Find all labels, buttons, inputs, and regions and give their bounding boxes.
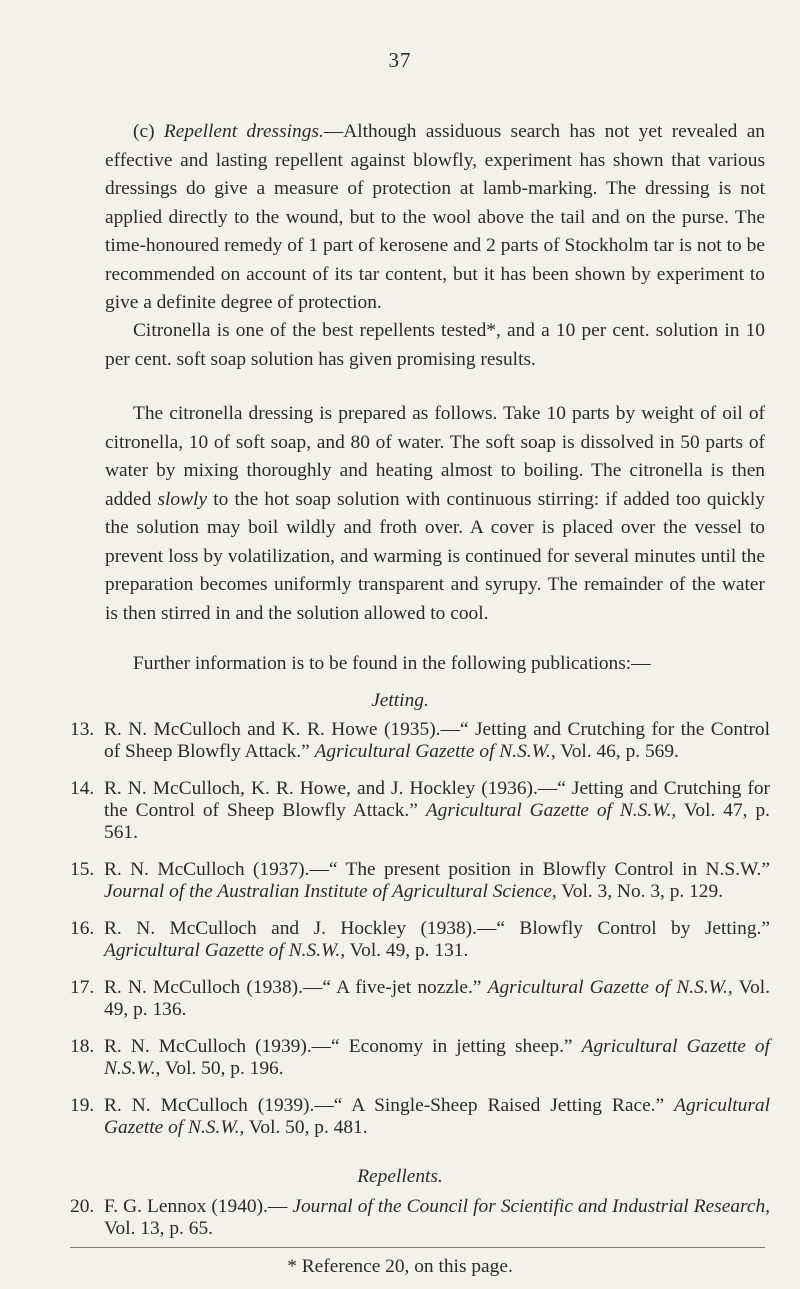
- reference-volume: Vol. 47, p. 561.: [104, 800, 770, 843]
- reference-body: [104, 719, 770, 763]
- paragraph-repellent-dressings: [105, 118, 765, 318]
- reference-body: [104, 859, 770, 903]
- emphasis-slowly: slowly: [157, 488, 208, 510]
- footnote: * Reference 20, on this page.: [287, 1256, 513, 1277]
- paragraph-further-information: [105, 650, 765, 679]
- page-number: 37: [388, 48, 412, 72]
- paragraph-preparation: [105, 400, 765, 628]
- reference-body: [104, 1095, 770, 1139]
- reference-number: 14.: [70, 778, 95, 799]
- reference-number: 20.: [70, 1196, 95, 1217]
- reference-number: 13.: [70, 719, 95, 740]
- reference-journal: Agricultural Gazette of N.S.W.,: [104, 1036, 770, 1079]
- reference-volume: Vol. 50, p. 481.: [248, 1117, 368, 1138]
- reference-text: R. N. McCulloch (1939).—“ Economy in jetting sheep.”: [104, 1036, 573, 1057]
- paragraph-text-a: The citronella dressing is prepared as follows. Take 10 parts by weight of oil of citronella, 10 of soft soap, and 80 of water. The soft soap is dissolved in 50 parts of water by mixing thoroughly and heating almost to boiling. The citronella is then added: [105, 403, 765, 510]
- section-heading-jetting: Jetting.: [371, 690, 429, 711]
- reference-number: 15.: [70, 859, 95, 880]
- reference-text: R. N. McCulloch and K. R. Howe (1935).—“ Jetting and Crutching for the Control of Sheep Blowfly Attack.”: [104, 719, 770, 762]
- reference-item: [70, 977, 770, 1021]
- reference-item: [70, 719, 770, 763]
- paragraph-heading: Repellent dressings.: [163, 121, 324, 142]
- reference-volume: Vol. 13, p. 65.: [104, 1218, 213, 1239]
- reference-list-jetting: [70, 719, 770, 1154]
- reference-body: [104, 1196, 770, 1240]
- reference-number: 17.: [70, 977, 95, 998]
- reference-item: [70, 778, 770, 844]
- reference-text: R. N. McCulloch (1939).—“ A Single-Sheep Raised Jetting Race.”: [104, 1095, 665, 1116]
- section-heading-repellents: Repellents.: [357, 1166, 443, 1187]
- reference-text: R. N. McCulloch and J. Hockley (1938).—“ Blowfly Control by Jetting.”: [104, 918, 770, 939]
- reference-item: [70, 918, 770, 962]
- reference-body: [104, 778, 770, 844]
- reference-number: 16.: [70, 918, 95, 939]
- reference-journal: Agricultural Gazette of N.S.W.,: [425, 800, 677, 821]
- reference-volume: Vol. 3, No. 3, p. 129.: [561, 881, 724, 902]
- reference-journal: Journal of the Australian Institute of Agricultural Science,: [104, 881, 557, 902]
- footnote-divider: [70, 1247, 765, 1248]
- paragraph-text-b: to the hot soap solution with continuous stirring: if added too quickly the solution may boil wildly and froth over. A cover is placed over the vessel to prevent loss by volatilization, and warming is continued for several minutes until the preparation becomes uniformly transparent and syrupy. The remainder of the water is then stirred in and the solution allowed to cool.: [105, 488, 765, 624]
- reference-item: [70, 1196, 770, 1240]
- reference-volume: Vol. 50, p. 196.: [164, 1058, 284, 1079]
- reference-text: R. N. McCulloch (1938).—“ A five-jet nozzle.”: [104, 977, 482, 998]
- paragraph-citronella: Citronella is one of the best repellents tested*, and a 10 per cent. solution in 10 per cent. soft soap solution has given promising results.: [105, 320, 765, 370]
- further-information-text: Further information is to be found in the following publications:—: [133, 653, 651, 674]
- reference-body: [104, 918, 770, 962]
- reference-body: [104, 977, 770, 1021]
- reference-text: R. N. McCulloch, K. R. Howe, and J. Hockley (1936).—“ Jetting and Crutching for the Control of Sheep Blowfly Attack.”: [104, 778, 770, 821]
- paragraph-label: (c): [133, 121, 155, 142]
- reference-volume: Vol. 49, p. 131.: [349, 940, 469, 961]
- reference-journal: Journal of the Council for Scientific and Industrial Research,: [292, 1196, 771, 1217]
- reference-item: [70, 1036, 770, 1080]
- reference-journal: Agricultural Gazette of N.S.W.,: [104, 1095, 770, 1138]
- reference-volume: Vol. 46, p. 569.: [560, 741, 679, 762]
- reference-volume: Vol. 49, p. 136.: [104, 977, 771, 1020]
- reference-text: R. N. McCulloch (1937).—“ The present position in Blowfly Control in N.S.W.”: [104, 859, 770, 880]
- reference-journal: Agricultural Gazette of N.S.W.,: [314, 741, 556, 762]
- reference-item: [70, 1095, 770, 1139]
- reference-item: [70, 859, 770, 903]
- reference-number: 19.: [70, 1095, 95, 1116]
- reference-text: F. G. Lennox (1940).—: [104, 1196, 288, 1217]
- reference-number: 18.: [70, 1036, 95, 1057]
- reference-journal: Agricultural Gazette of N.S.W.,: [104, 940, 346, 961]
- paragraph-text: —Although assiduous search has not yet revealed an effective and lasting repellent against blowfly, experiment has shown that various dressings do give a measure of protection at lamb-marking. The dressing is not applied directly to the wound, but to the wool above the tail and on the purse. The time-honoured remedy of 1 part of kerosene and 2 parts of Stockholm tar is not to be recommended on account of its tar content, but it has been shown by experiment to give a definite degree of protection.: [105, 121, 765, 313]
- reference-body: [104, 1036, 770, 1080]
- reference-journal: Agricultural Gazette of N.S.W.,: [487, 977, 733, 998]
